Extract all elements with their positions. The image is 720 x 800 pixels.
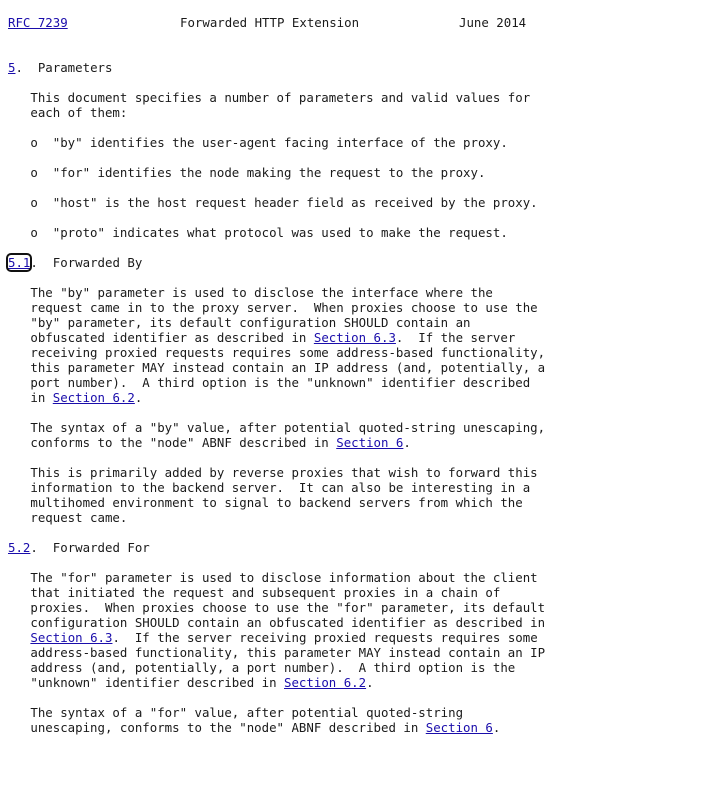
paragraph-line: address-based functionality, this parameter MAY instead contain an IP — [8, 645, 546, 660]
section-5-1-link[interactable]: 5.1 — [8, 255, 31, 270]
paragraph-line — [8, 630, 538, 645]
document-date: June 2014 — [459, 15, 527, 30]
text-run: obfuscated identifier as described in — [8, 330, 314, 345]
rfc-link[interactable]: RFC 7239 — [8, 15, 68, 30]
paragraph-line — [8, 435, 411, 450]
section-5-2-title: . Forwarded For — [30, 540, 150, 555]
section-6-3-link[interactable]: Section 6.3 — [313, 330, 396, 345]
paragraph-line: receiving proxied requests requires some address-based functionality, — [8, 345, 546, 360]
section-6-3-link[interactable]: Section 6.3 — [30, 630, 113, 645]
paragraph-line — [8, 330, 515, 345]
text-run: . — [403, 435, 411, 450]
bullet-for: o "for" identifies the node making the request to the proxy. — [8, 165, 486, 180]
paragraph-line: that initiated the request and subsequent proxies in a chain of — [8, 585, 501, 600]
paragraph-line: information to the backend server. It can also be interesting in a — [8, 480, 531, 495]
text-run: conforms to the "node" ABNF described in — [8, 435, 337, 450]
text-run: . If the server — [395, 330, 516, 345]
section-6-link[interactable]: Section 6 — [425, 720, 493, 735]
section-5-intro-line-2: each of them: — [8, 105, 128, 120]
paragraph-line: address (and, potentially, a port number). A third option is the — [8, 660, 516, 675]
paragraph-line: this parameter MAY instead contain an IP address (and, potentially, a — [8, 360, 546, 375]
paragraph-line — [8, 720, 500, 735]
text-run: in — [8, 390, 53, 405]
section-5-2-link[interactable]: 5.2 — [8, 540, 31, 555]
text-run: unescaping, conforms to the "node" ABNF described in — [8, 720, 426, 735]
paragraph-line: configuration SHOULD contain an obfuscated identifier as described in — [8, 615, 546, 630]
bullet-host: o "host" is the host request header field as received by the proxy. — [8, 195, 538, 210]
paragraph-line: proxies. When proxies choose to use the "for" parameter, its default — [8, 600, 546, 615]
section-5-title: . Parameters — [15, 60, 113, 75]
document-title: Forwarded HTTP Extension — [180, 15, 360, 30]
section-5-2-heading — [8, 540, 150, 555]
paragraph-line: The syntax of a "by" value, after potential quoted-string unescaping, — [8, 420, 546, 435]
paragraph-line: multihomed environment to signal to backend servers from which the — [8, 495, 523, 510]
paragraph-line — [8, 390, 142, 405]
text-run: . If the server receiving proxied requests requires some — [112, 630, 538, 645]
text-run — [8, 630, 30, 645]
paragraph-line: "by" parameter, its default configuration SHOULD contain an — [8, 315, 471, 330]
text-run: "unknown" identifier described in — [8, 675, 285, 690]
text-run: . — [134, 390, 143, 405]
section-6-link[interactable]: Section 6 — [336, 435, 404, 450]
paragraph-line: request came. — [8, 510, 128, 525]
text-run: . — [366, 675, 374, 690]
bullet-by: o "by" identifies the user-agent facing interface of the proxy. — [8, 135, 508, 150]
paragraph-line — [8, 675, 374, 690]
text-run: . — [492, 720, 501, 735]
section-6-2-link[interactable]: Section 6.2 — [52, 390, 135, 405]
section-5-1-title: . Forwarded By — [30, 255, 143, 270]
section-5-link[interactable]: 5 — [8, 60, 16, 75]
bullet-proto: o "proto" indicates what protocol was used to make the request. — [8, 225, 508, 240]
paragraph-line: port number). A third option is the "unknown" identifier described — [8, 375, 531, 390]
paragraph-line: The syntax of a "for" value, after potential quoted-string — [8, 705, 464, 720]
section-5-intro-line-1: This document specifies a number of parameters and valid values for — [8, 90, 531, 105]
paragraph-line: The "for" parameter is used to disclose information about the client — [8, 570, 538, 585]
paragraph-line: This is primarily added by reverse proxies that wish to forward this — [8, 465, 538, 480]
section-5-heading — [8, 60, 112, 75]
paragraph-line: The "by" parameter is used to disclose the interface where the — [8, 285, 493, 300]
section-5-1-heading — [8, 255, 142, 270]
section-6-2-link[interactable]: Section 6.2 — [284, 675, 367, 690]
paragraph-line: request came in to the proxy server. When proxies choose to use the — [8, 300, 538, 315]
